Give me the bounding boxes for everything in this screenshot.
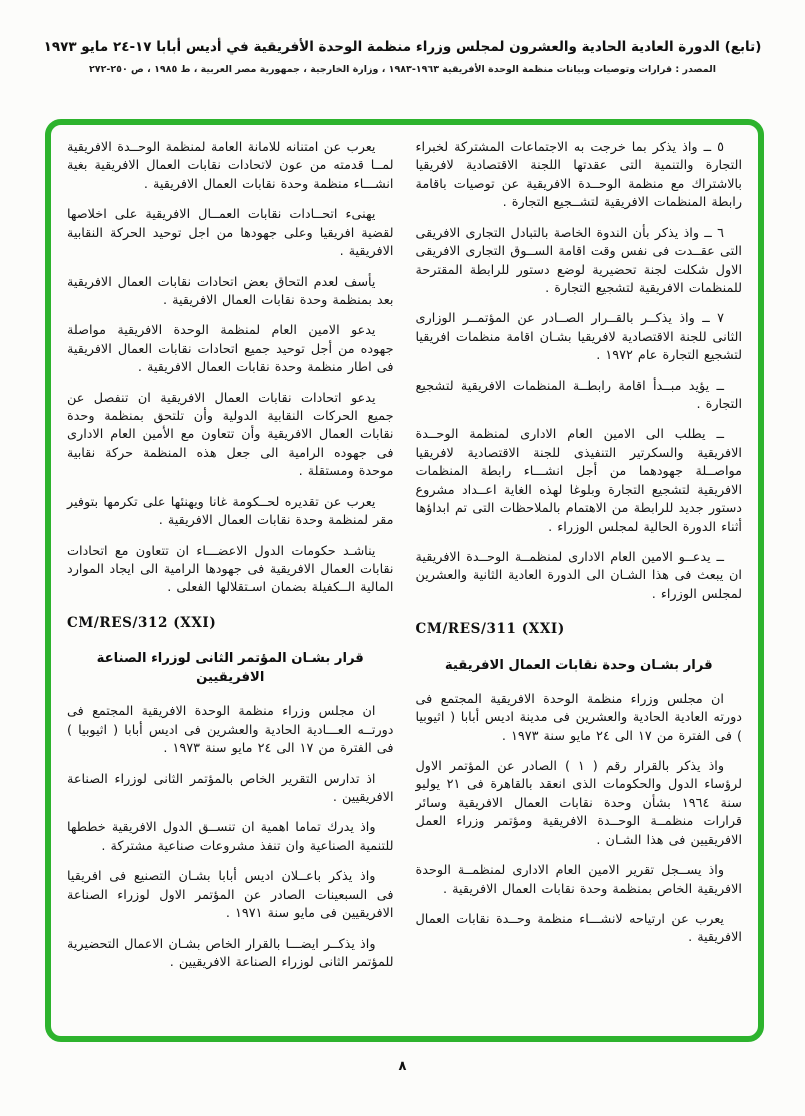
paragraph: يعرب عن تقديره لحــكومة غانا ويهنئها على تكرمها بتوفير مقر لمنظمة وحدة نقابات العمال الافريقية .	[67, 494, 394, 529]
paragraph: يعرب عن ارتياحه لانشـــاء منظمة وحــدة نقابات العمال الافريقية .	[415, 911, 742, 946]
paragraph: ان مجلس وزراء منظمة الوحدة الافريقية المجتمع فى دورته العادية الحادية والعشرين فى مدينة اديس أبابا ( اثيوبيا ) فى الفترة من ١٧ الى ٢٤ مايو سنة ١٩٧٣ .	[415, 691, 742, 744]
paragraph: واذ يســجل تقرير الامين العام الادارى لمنظمــة الوحدة الافريقية الخاص بمنظمة وحدة نقابات العمال الافريقية .	[415, 863, 742, 897]
paragraph: يناشـد حكومات الدول الاعضـــاء ان تتعاون مع اتحادات نقابات العمال الافريقية فى جهودها الرامية الى ايجاد الموارد المالية الــكفيلة بضمان اسـتقلالها الفعلى .	[67, 543, 394, 596]
paragraph: يدعو اتحادات نقابات العمال الافريقية ان تنفصل عن جميع الحركات النقابية الدولية وأن تلتحق بمنظمة وحدة نقابات العمال الافريقية وأن تتعاون مع الأمين العام الادارى فى جهوده الرامية الى جعل هذه المنظمة حركة نقابية موحدة ومستقلة .	[67, 390, 394, 480]
source-citation: المصدر : قرارات وتوصيات وبيانات منظمة الوحدة الأفريقية ١٩٦٣-١٩٨٣ ، وزارة الخارجية ، جمهورية مصر العربية ، ط ١٩٨٥ ، ص ٢٥٠-٢٧٢	[88, 64, 716, 75]
paragraph: واذ يدرك تماما اهمية ان تنســق الدول الافريقية خططها للتنمية الصناعية وان تنفذ مشروعات صناعية مشتركة .	[67, 820, 394, 854]
paragraph: ٧ ــ واذ يذكــر بالقــرار الصــادر عن المؤتمــر الوزارى الثانى للجنة الاقتصادية لافريقيا بشـان اقامة منظمات افريقيا لتشجيع التجارة عام ١٩٧٢ .	[415, 311, 742, 364]
paragraph: ٦ ــ واذ يذكر بأن الندوة الخاصة بالتبادل التجارى الافريقى التى عقــدت فى نفس وقت اقامة الســوق التجارى الافريقى الاول شكلت لجنة تحضيرية لوضع دستور للرابطة المقترحة للمنظمات الافريقية لتشجيع التجارة .	[415, 225, 742, 296]
paragraph: ــ يدعــو الامين العام الادارى لمنظمــة الوحــدة الافريقية ان يبعث فى هذا الشـان الى الدورة العادية الثانية والعشرين لمجلس الوزراء .	[415, 550, 742, 602]
paragraph: يهنىء اتحــادات نقابات العمــال الافريقية على اخلاصها لقضية افريقيا وعلى جهودها من اجل توحيد الحركة النقابية الافريقية .	[67, 207, 394, 260]
page-number: ٨	[398, 1059, 407, 1074]
highlight-frame	[45, 119, 764, 1042]
paragraph: واذ يذكــر ايضـــا بالقرار الخاص بشـان الاعمال التحضيرية للمؤتمر الثانى لوزراء الصناعة الافريقيين .	[67, 936, 394, 970]
paragraph: ٥ ــ واذ يذكر بما خرجت به الاجتماعات المشتركة لخبراء التجارة والتنمية التى عقدتها اللجنة الاقتصادية لافريقيا بالاشتراك مع منظمة الوحــدة الافريقية عن توصيات باقامة رابطة المنظمات الافريقية لتشــجيع التجارة .	[415, 140, 742, 211]
resolution-title-312: قرار بشـان المؤتمر الثانى لوزراء الصناعة الافريقيين	[96, 651, 364, 686]
paragraph: واذ يذكر بالقرار رقم ( ١ ) الصادر عن المؤتمر الاول لرؤساء الدول والحكومات الذى انعقد بالقاهرة فى ٢١ يوليو سنة ١٩٦٤ بشأن وحدة نقابات العمال الافريقية وسائر قرارات منظمــة الوحــدة الافريقية ومؤتمر وزراء العمل الافريقيين فى هذا الشـان .	[415, 758, 742, 848]
paragraph: ــ يطلب الى الامين العام الادارى لمنظمة الوحــدة الافريقية والسكرتير التنفيذى للجنة الاقتصادية لافريقيا مواصــلة جهودهما من أجل انشـــاء رابطة المنظمات الافريقية لتشجيع التجارة وبلوغا لهذه الغاية اعــداد مشروع دستور جديد للرابطة من الاهتمام بالملاحظات التى تم ابداؤها أثناء الدورة الحالية لمجلس الوزراء .	[415, 427, 742, 535]
paragraph: ان مجلس وزراء منظمة الوحدة الافريقية المجتمع فى دورتــه العـــادية الحادية والعشرين فى اديس أبابا ( اثيوبيا ) فى الفترة من ١٧ الى ٢٤ مايو سنة ١٩٧٣ .	[67, 704, 394, 757]
paragraph: اذ تدارس التقرير الخاص بالمؤتمر الثانى لوزراء الصناعة الافريقيين .	[67, 771, 394, 805]
paragraph: يعرب عن امتنانه للامانة العامة لمنظمة الوحــدة الافريقية لمــا قدمته من عون لاتحادات نقابات العمال الافريقية بغية انشـــاء منظمة وحدة نقابات العمال الافريقية .	[67, 140, 394, 192]
paragraph: ــ يؤيد مبــدأ اقامة رابطــة المنظمات الافريقية لتشجيع التجارة .	[415, 378, 742, 413]
paragraph: يدعو الامين العام لمنظمة الوحدة الافريقية مواصلة جهوده من أجل توحيد جميع اتحادات نقابات العمال الافريقية فى اطار منظمة وحدة نقابات العمال الافريقية .	[67, 323, 394, 376]
paragraph: واذ يذكر باعــلان اديس أبابا بشـان التصنيع فى افريقيا فى السبعينات الصادر عن المؤتمر الاول لوزراء الصناعة الافريقيين فى مايو سنة ١٩٧١ .	[67, 869, 394, 922]
column-right	[416, 139, 743, 1028]
resolution-title-311: قرار بشـان وحدة نقابات العمال الافريقية	[444, 657, 713, 673]
paragraph: يأسف لعدم التحاق بعض اتحادات نقابات العمال الافريقية بعد بمنظمة وحدة نقابات العمال الافريقية .	[67, 274, 394, 308]
column-left	[67, 139, 394, 1028]
document-header: (تابع) الدورة العادية الحادية والعشرون لمجلس وزراء منظمة الوحدة الأفريقية في أديس أبابا ١٧-٢٤ مايو ١٩٧٣	[43, 39, 762, 55]
resolution-code-311: CM/RES/311 (XXI)	[415, 621, 565, 638]
resolution-code-312: CM/RES/312 (XXI)	[67, 614, 217, 631]
